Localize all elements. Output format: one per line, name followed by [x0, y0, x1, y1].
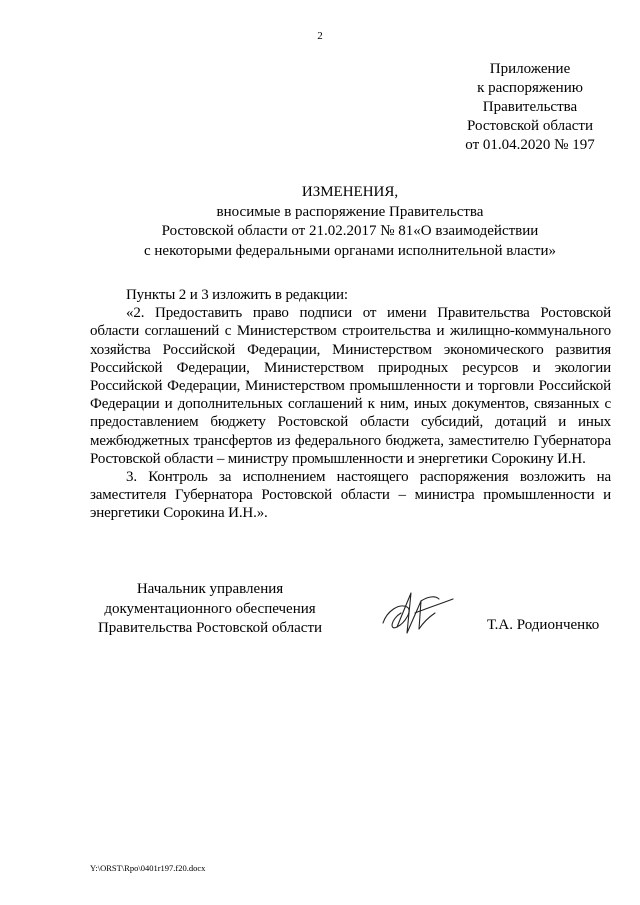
appendix-line: Ростовской области [467, 118, 593, 134]
document-title: ИЗМЕНЕНИЯ, [301, 184, 399, 200]
appendix-line: от 01.04.2020 № 197 [465, 137, 595, 153]
item-2-paragraph: «2. Предоставить право подписи от имени Правительства Ростовской области соглашений с Министерством строительства и жилищно-коммунального хозяйства Российской Федерации, Министерством экономического развития Российской Федерации, Министерством природных ресурсов и экологии Российской Федерации, Министерством промышленности и торговли Российской Федерации и дополнительных соглашений к ним, иных документов, связанных с предоставлением бюджету Ростовской области субсидий, дотаций и иных межбюджетных трансфертов из федерального бюджета, заместителю Губернатора Ростовской области – министру промышленности и энергетики Сорокину И.Н. [90, 305, 611, 467]
signatory-position [90, 580, 330, 639]
header-line: Ростовской области от 21.02.2017 № 81«О взаимодействии [161, 223, 539, 239]
header-line: вносимые в распоряжение Правительства [216, 203, 484, 220]
position-line: Начальник управления [136, 581, 284, 597]
header-line: с некоторыми федеральными органами исполнительной власти» [143, 242, 557, 259]
appendix-block [420, 60, 640, 155]
appendix-line: Правительства [482, 99, 578, 115]
handwritten-signature [377, 583, 457, 643]
appendix-line: к распоряжению [477, 80, 583, 96]
item-3-paragraph: 3. Контроль за исполнением настоящего распоряжения возложить на заместителя Губернатора Ростовской области – министра промышленности и энергетики Сорокина И.Н.». [90, 469, 611, 522]
appendix-line: Приложение [489, 61, 571, 77]
body-text [90, 286, 611, 523]
intro-paragraph: Пункты 2 и 3 изложить в редакции: [126, 287, 348, 303]
position-line: Правительства Ростовской области [97, 620, 323, 636]
file-path: Y:\ORST\Rpo\0401r197.f20.docx [90, 863, 206, 873]
changes-header [0, 183, 640, 261]
signer-name: Т.А. Родионченко [487, 617, 600, 633]
position-line: документационного обеспечения [104, 600, 316, 617]
page-number: 2 [317, 30, 323, 42]
